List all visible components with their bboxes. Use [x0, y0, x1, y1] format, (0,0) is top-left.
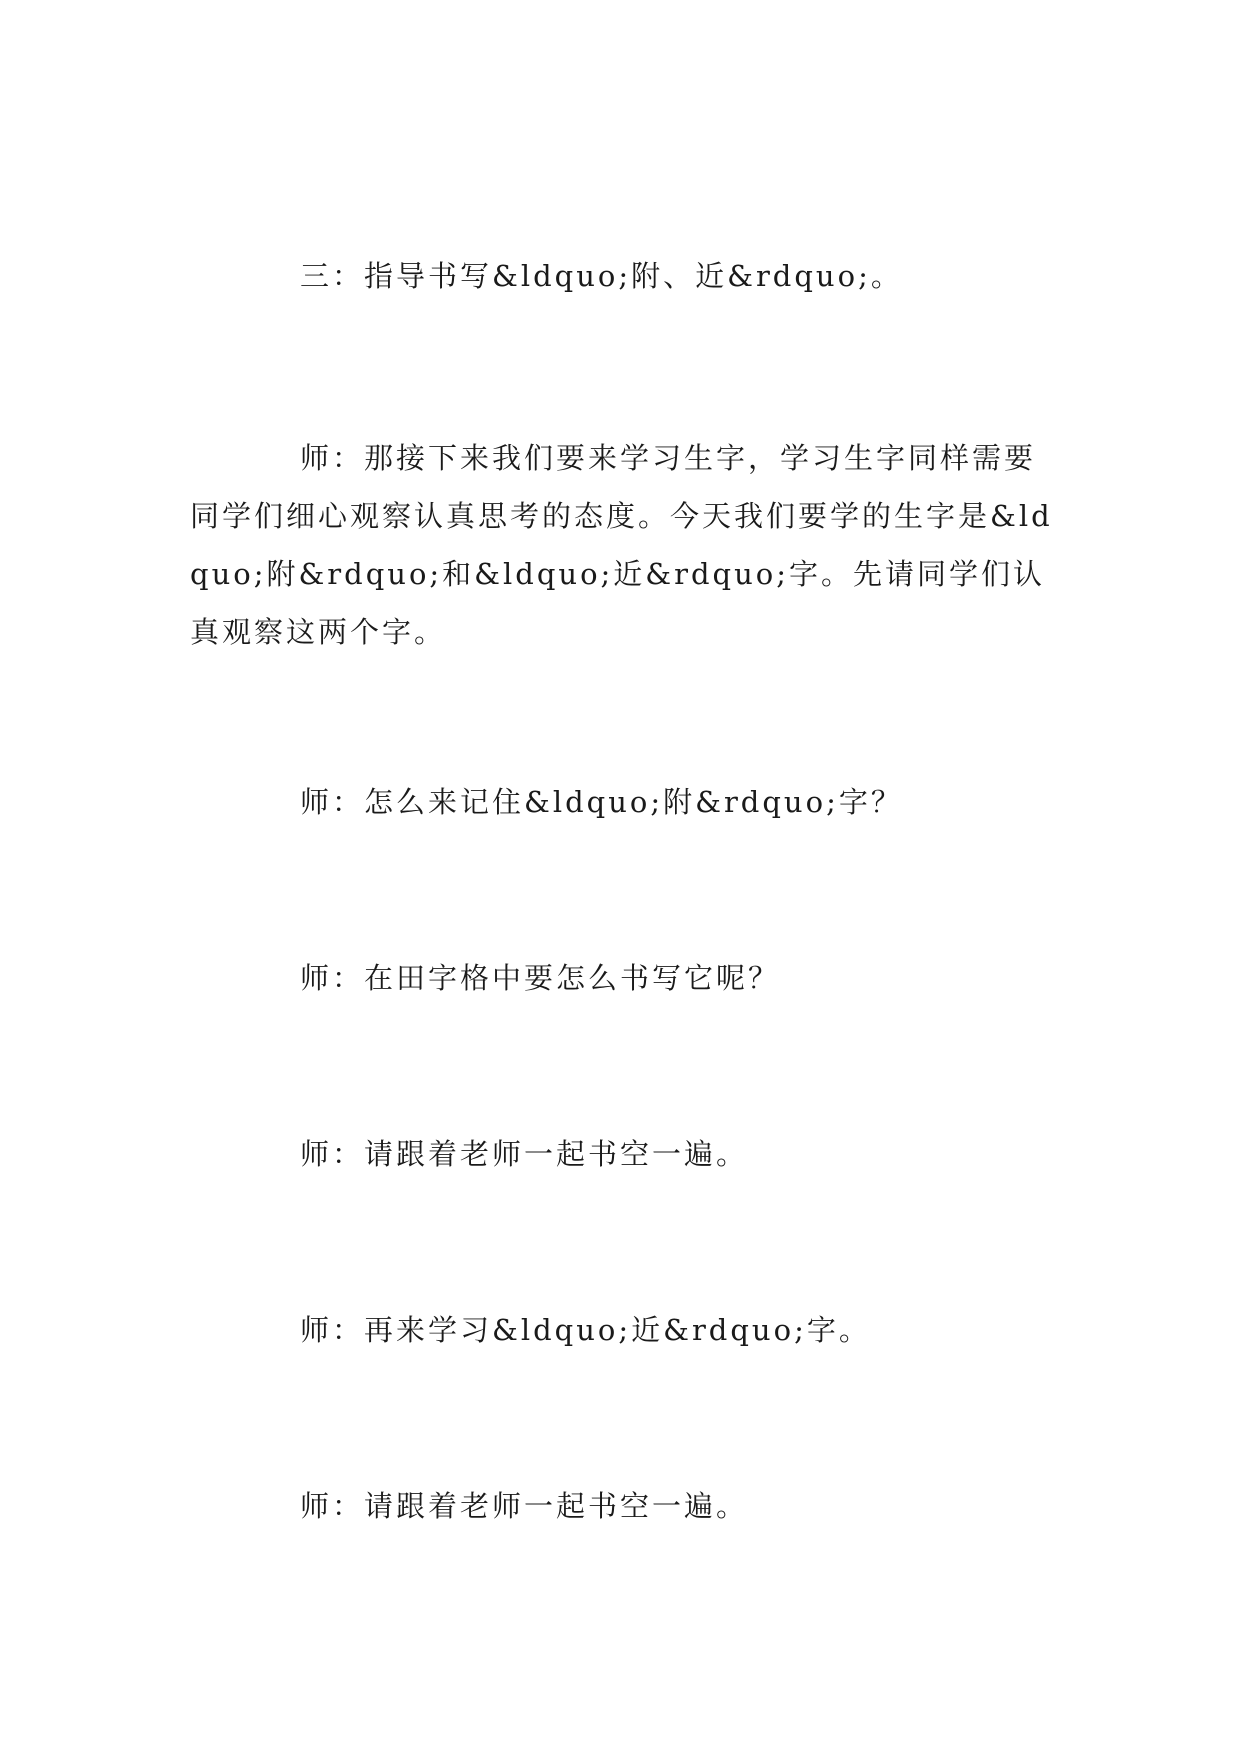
paragraph-grid-writing: 师：在田字格中要怎么书写它呢？	[300, 961, 781, 995]
paragraph-air-writing-2: 师：请跟着老师一起书空一遍。	[300, 1489, 749, 1523]
paragraph-learn-jin: 师：再来学习&ldquo;近&rdquo;字。	[300, 1313, 871, 1347]
paragraph-question-fu: 师：怎么来记住&ldquo;附&rdquo;字？	[300, 785, 903, 819]
section-heading: 三：指导书写&ldquo;附、近&rdquo;。	[300, 259, 903, 293]
paragraph-air-writing-1: 师：请跟着老师一起书空一遍。	[300, 1137, 749, 1171]
paragraph-intro: 师：那接下来我们要来学习生字，学习生字同样需要同学们细心观察认真思考的态度。今天我们要学的生字是&ldquo;附&rdquo;和&ldquo;近&rdquo;字。先请同学们认真观察这两个字。	[190, 441, 1053, 649]
